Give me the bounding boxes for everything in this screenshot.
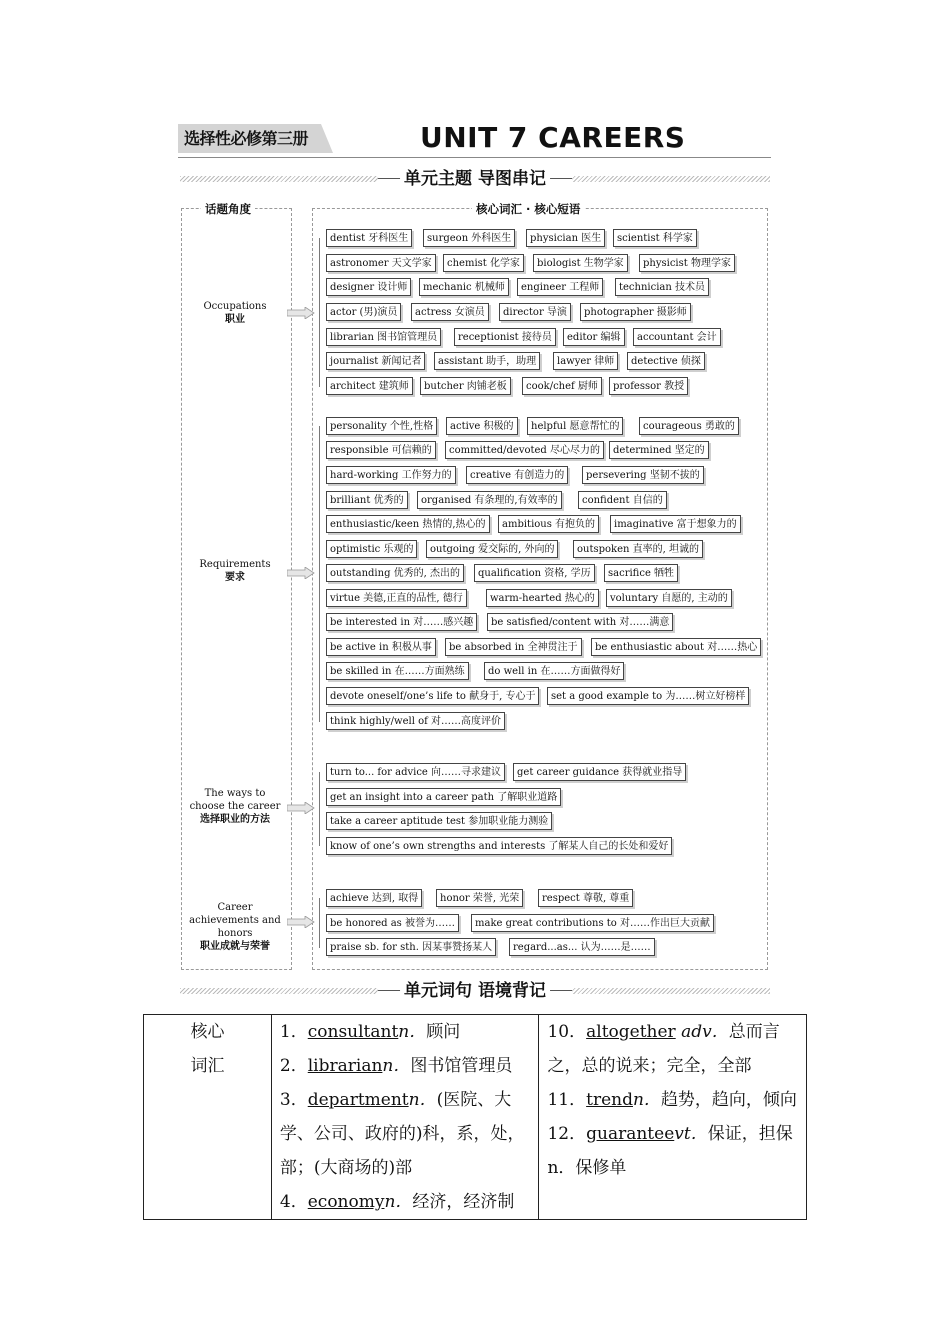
topic-angle-title: 话题角度 [201, 201, 255, 217]
chip: dentist 牙科医生 [326, 229, 412, 247]
chip: astronomer 天文学家 [326, 254, 436, 272]
chip: physicist 物理学家 [639, 254, 735, 272]
chip: be active in 积极从事 [326, 638, 436, 656]
chip: sacrifice 牺牲 [604, 564, 678, 582]
vocab-column-right [539, 1015, 807, 1220]
bracket-requirements [319, 426, 320, 722]
chip: brilliant 优秀的 [326, 491, 408, 509]
chip: photographer 摄影师 [580, 303, 691, 321]
chip: director 导演 [499, 303, 571, 321]
chip: warm-hearted 热心的 [486, 589, 599, 607]
chip: be interested in 对……感兴趣 [326, 613, 477, 631]
chip: lawyer 律师 [553, 352, 618, 370]
core-vocab-title: 核心词汇 · 核心短语 [472, 201, 584, 217]
chip: be skilled in 在……方面熟练 [326, 662, 469, 680]
chip: mechanic 机械师 [419, 278, 509, 296]
banner-title: 单元词句 语境背记 [378, 980, 572, 1002]
chip: engineer 工程师 [517, 278, 603, 296]
chip: get career guidance 获得就业指导 [513, 763, 686, 781]
chip: responsible 可信赖的 [326, 441, 436, 459]
chip: creative 有创造力的 [466, 466, 568, 484]
arrow-icon [287, 307, 315, 319]
chip: take a career aptitude test 参加职业能力测验 [326, 812, 552, 830]
book-badge: 选择性必修第三册 [178, 124, 321, 153]
chip: professor 教授 [609, 377, 688, 395]
chip: chemist 化学家 [443, 254, 524, 272]
chip: respect 尊敬, 尊重 [538, 889, 633, 907]
chip: hard-working 工作努力的 [326, 466, 456, 484]
chip: devote oneself/one’s life to 献身于, 专心于 [326, 687, 539, 705]
vocab-entry: 4．economyn．经济，经济制 [279, 1192, 515, 1212]
chip: know of one’s own strengths and interests 了解某人自己的长处和爱好 [326, 837, 672, 855]
chip: detective 侦探 [627, 352, 705, 370]
bracket-achievements [319, 898, 320, 948]
chip: praise sb. for sth. 因某事赞扬某人 [326, 938, 496, 956]
chip: cook/chef 厨师 [522, 377, 602, 395]
vocab-column-left [271, 1015, 539, 1220]
category-requirements: Requirements 要求 [199, 559, 271, 583]
chip: achieve 达到, 取得 [326, 889, 422, 907]
chip: enthusiastic/keen 热情的,热心的 [326, 515, 490, 533]
chip: virtue 美德,正直的品性, 德行 [326, 589, 467, 607]
chip: editor 编辑 [563, 328, 625, 346]
vocab-entry: 11．trendn．趋势，趋向，倾向 [547, 1090, 797, 1110]
chip: accountant 会计 [633, 328, 721, 346]
bracket-ways [319, 772, 320, 846]
row-label: 核心 词汇 [144, 1015, 272, 1220]
section-banner-mindmap [180, 168, 770, 190]
chip: persevering 坚韧不拔的 [582, 466, 704, 484]
chip: organised 有条理的,有效率的 [417, 491, 562, 509]
chip: get an insight into a career path 了解职业道路 [326, 788, 561, 806]
vocab-entry: 10．altogether adv．总而言之，总的说来；完全，全部 [547, 1022, 780, 1076]
chip: optimistic 乐观的 [326, 540, 417, 558]
category-occupations: Occupations 职业 [203, 301, 267, 325]
chip: actor (男)演员 [326, 303, 401, 321]
chip: journalist 新闻记者 [326, 352, 425, 370]
banner-title: 单元主题 导图串记 [378, 168, 572, 190]
chip: be satisfied/content with 对……满意 [487, 613, 673, 631]
chip: imaginative 富于想象力的 [610, 515, 741, 533]
chip: turn to... for advice 向……寻求建议 [326, 763, 505, 781]
chip: qualification 资格, 学历 [474, 564, 595, 582]
chip: biologist 生物学家 [533, 254, 628, 272]
chip: personality 个性,性格 [326, 417, 437, 435]
chip: scientist 科学家 [613, 229, 697, 247]
bracket-occupations [319, 238, 320, 387]
vocab-entry: 1．consultantn．顾问 [279, 1022, 461, 1042]
chip: regard...as... 认为……是…… [509, 938, 655, 956]
vocab-table [143, 1014, 807, 1220]
unit-title: UNIT 7 CAREERS [420, 121, 686, 154]
chip: ambitious 有抱负的 [498, 515, 599, 533]
chip: assistant 助手，助理 [434, 352, 540, 370]
arrow-icon [287, 802, 315, 814]
chip: be absorbed in 全神贯注于 [445, 638, 582, 656]
vocab-entry: 12．guaranteevt．保证，担保 n．保修单 [547, 1124, 793, 1178]
chip: confident 自信的 [578, 491, 667, 509]
category-ways: The ways to choose the career 选择职业的方法 [189, 788, 281, 825]
chip: outstanding 优秀的, 杰出的 [326, 564, 464, 582]
category-achievements: Career achievements and honors 职业成就与荣誉 [189, 902, 281, 952]
vocab-entry: 3．departmentn．(医院、大学、公司、政府的)科，系，处，部；(大商场的)部 [279, 1090, 525, 1178]
chip: architect 建筑师 [326, 377, 413, 395]
chip: surgeon 外科医生 [423, 229, 515, 247]
chip: actress 女演员 [411, 303, 489, 321]
chip: helpful 愿意帮忙的 [527, 417, 623, 435]
vocab-entry: 2．librariann．图书馆管理员 [279, 1056, 513, 1076]
chip: designer 设计师 [326, 278, 411, 296]
chip: courageous 勇敢的 [639, 417, 739, 435]
chip: receptionist 接待员 [454, 328, 556, 346]
chip: outspoken 直率的, 坦诚的 [573, 540, 703, 558]
chip: committed/devoted 尽心尽力的 [445, 441, 604, 459]
arrow-icon [287, 916, 315, 928]
chip: active 积极的 [446, 417, 518, 435]
section-banner-words [180, 980, 770, 1002]
chip: librarian 图书馆管理员 [326, 328, 441, 346]
chip: make great contributions to 对……作出巨大贡献 [471, 914, 714, 932]
chip: set a good example to 为……树立好榜样 [547, 687, 749, 705]
chip: butcher 肉铺老板 [420, 377, 511, 395]
chip: voluntary 自愿的, 主动的 [606, 589, 732, 607]
header-rule [178, 157, 771, 158]
chip: determined 坚定的 [609, 441, 709, 459]
chip: be enthusiastic about 对……热心 [591, 638, 761, 656]
chip: physician 医生 [526, 229, 605, 247]
chip: be honored as 被誉为…… [326, 914, 459, 932]
arrow-icon [287, 567, 315, 579]
chip: outgoing 爱交际的, 外向的 [426, 540, 558, 558]
chip: think highly/well of 对……高度评价 [326, 712, 505, 730]
chip: technician 技术员 [615, 278, 709, 296]
chip: honor 荣誉, 光荣 [436, 889, 523, 907]
chip: do well in 在……方面做得好 [484, 662, 624, 680]
